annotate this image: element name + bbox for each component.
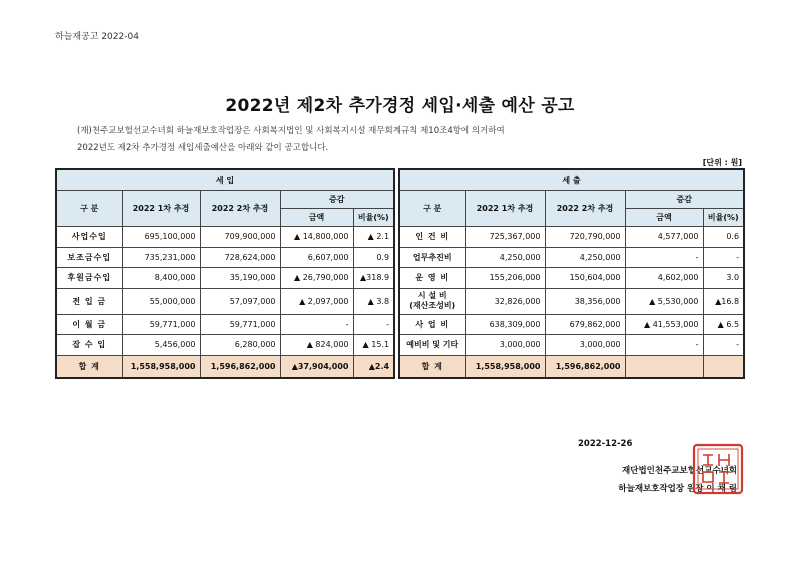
col-header-change: 증감 xyxy=(625,191,744,209)
cell-ratio: ▲318.9 xyxy=(353,268,394,289)
official-seal-stamp xyxy=(692,443,744,495)
row-category: 사 업 비 xyxy=(399,314,465,335)
cell-amount: - xyxy=(625,335,703,356)
cell-ratio: 0.9 xyxy=(353,247,394,268)
total-row xyxy=(56,355,394,378)
cell-first: 4,250,000 xyxy=(465,247,545,268)
cell-ratio: 0.6 xyxy=(703,227,744,248)
cell-first: 155,206,000 xyxy=(465,268,545,289)
col-header-change: 증감 xyxy=(280,191,394,209)
col-header-second: 2022 2차 추경 xyxy=(200,191,280,227)
cell-first: 695,100,000 xyxy=(122,227,200,248)
cell-ratio: ▲16.8 xyxy=(703,288,744,314)
total-ratio: ▲2.4 xyxy=(353,355,394,378)
col-header-category: 구 분 xyxy=(56,191,122,227)
total-amount xyxy=(625,355,703,378)
cell-second: 38,356,000 xyxy=(545,288,625,314)
row-category: 예비비 및 기타 xyxy=(399,335,465,356)
col-header-ratio: 비율(%) xyxy=(703,209,744,227)
col-header-amount: 금액 xyxy=(280,209,353,227)
total-second: 1,596,862,000 xyxy=(200,355,280,378)
expense-table xyxy=(398,168,745,379)
cell-amount: ▲ 41,553,000 xyxy=(625,314,703,335)
cell-amount: - xyxy=(625,247,703,268)
row-category xyxy=(399,288,465,314)
cell-second: 59,771,000 xyxy=(200,314,280,335)
row-category: 이 월 금 xyxy=(56,314,122,335)
row-category: 보조금수입 xyxy=(56,247,122,268)
row-category: 잡 수 입 xyxy=(56,335,122,356)
cell-ratio: - xyxy=(353,314,394,335)
table-row xyxy=(56,288,394,314)
row-category: 전 입 금 xyxy=(56,288,122,314)
cell-second: 57,097,000 xyxy=(200,288,280,314)
cell-second: 150,604,000 xyxy=(545,268,625,289)
table-row xyxy=(399,288,744,314)
cell-first: 638,309,000 xyxy=(465,314,545,335)
cell-amount: 6,607,000 xyxy=(280,247,353,268)
total-second: 1,596,862,000 xyxy=(545,355,625,378)
cell-second: 720,790,000 xyxy=(545,227,625,248)
document-number: 하늘재공고 2022-04 xyxy=(55,32,139,42)
cell-amount: ▲ 824,000 xyxy=(280,335,353,356)
budget-tables xyxy=(55,168,743,411)
table-row xyxy=(399,247,744,268)
col-header-second: 2022 2차 추경 xyxy=(545,191,625,227)
revenue-section-header: 세 입 xyxy=(56,169,394,191)
cell-second: 6,280,000 xyxy=(200,335,280,356)
revenue-table xyxy=(55,168,395,379)
cell-first: 5,456,000 xyxy=(122,335,200,356)
cell-ratio: 3.0 xyxy=(703,268,744,289)
cell-second: 3,000,000 xyxy=(545,335,625,356)
cell-amount: 4,577,000 xyxy=(625,227,703,248)
expense-section-header: 세 출 xyxy=(399,169,744,191)
director-name: 하늘재보호작업장 원장 이 채 림 xyxy=(618,484,737,494)
cell-second: 728,624,000 xyxy=(200,247,280,268)
cell-first: 3,000,000 xyxy=(465,335,545,356)
table-row xyxy=(56,247,394,268)
org-name: 재단법인천주교보헐선교수녀회 xyxy=(622,466,737,476)
intro-line: 2022년도 제2차 추가경정 세입세출예산을 아래와 같이 공고합니다. xyxy=(77,143,329,153)
cell-amount: ▲ 2,097,000 xyxy=(280,288,353,314)
row-category: 사업수입 xyxy=(56,227,122,248)
total-ratio xyxy=(703,355,744,378)
col-header-amount: 금액 xyxy=(625,209,703,227)
total-label: 합 계 xyxy=(56,355,122,378)
row-category-sub: (재산조성비) xyxy=(409,301,456,310)
cell-first: 735,231,000 xyxy=(122,247,200,268)
col-header-ratio: 비율(%) xyxy=(353,209,394,227)
row-category-main: 시 설 비 xyxy=(417,291,447,300)
page-title: 2022년 제2차 추가경정 세입·세출 예산 공고 xyxy=(225,96,575,116)
table-row xyxy=(56,227,394,248)
cell-second: 679,862,000 xyxy=(545,314,625,335)
cell-amount: ▲ 26,790,000 xyxy=(280,268,353,289)
cell-first: 8,400,000 xyxy=(122,268,200,289)
table-row xyxy=(399,227,744,248)
row-category: 후원금수입 xyxy=(56,268,122,289)
table-row xyxy=(399,335,744,356)
cell-amount: 4,602,000 xyxy=(625,268,703,289)
cell-ratio: ▲ 6.5 xyxy=(703,314,744,335)
cell-amount: - xyxy=(280,314,353,335)
intro-line: (재)천주교보헐선교수녀회 하늘재보호작업장은 사회복지법인 및 사회복지시설 재무회계규칙 제10조4항에 의거하여 xyxy=(77,126,505,136)
cell-amount: ▲ 5,530,000 xyxy=(625,288,703,314)
cell-first: 59,771,000 xyxy=(122,314,200,335)
cell-first: 725,367,000 xyxy=(465,227,545,248)
cell-second: 35,190,000 xyxy=(200,268,280,289)
total-first: 1,558,958,000 xyxy=(465,355,545,378)
cell-second: 709,900,000 xyxy=(200,227,280,248)
cell-ratio: ▲ 15.1 xyxy=(353,335,394,356)
col-header-first: 2022 1차 추경 xyxy=(465,191,545,227)
cell-second: 4,250,000 xyxy=(545,247,625,268)
row-category: 업무추진비 xyxy=(399,247,465,268)
cell-ratio: - xyxy=(703,335,744,356)
table-row xyxy=(56,314,394,335)
cell-first: 32,826,000 xyxy=(465,288,545,314)
total-row xyxy=(399,355,744,378)
total-label: 합 계 xyxy=(399,355,465,378)
total-amount: ▲37,904,000 xyxy=(280,355,353,378)
row-category: 인 건 비 xyxy=(399,227,465,248)
cell-ratio: ▲ 3.8 xyxy=(353,288,394,314)
table-row xyxy=(56,268,394,289)
col-header-category: 구 분 xyxy=(399,191,465,227)
announcement-date: 2022-12-26 xyxy=(578,439,633,449)
cell-first: 55,000,000 xyxy=(122,288,200,314)
cell-ratio: - xyxy=(703,247,744,268)
table-row xyxy=(56,335,394,356)
cell-amount: ▲ 14,800,000 xyxy=(280,227,353,248)
unit-label: [단위 : 원] xyxy=(702,158,742,167)
table-row xyxy=(399,268,744,289)
intro-text xyxy=(77,123,505,157)
table-row xyxy=(399,314,744,335)
cell-ratio: ▲ 2.1 xyxy=(353,227,394,248)
row-category: 운 영 비 xyxy=(399,268,465,289)
col-header-first: 2022 1차 추경 xyxy=(122,191,200,227)
total-first: 1,558,958,000 xyxy=(122,355,200,378)
